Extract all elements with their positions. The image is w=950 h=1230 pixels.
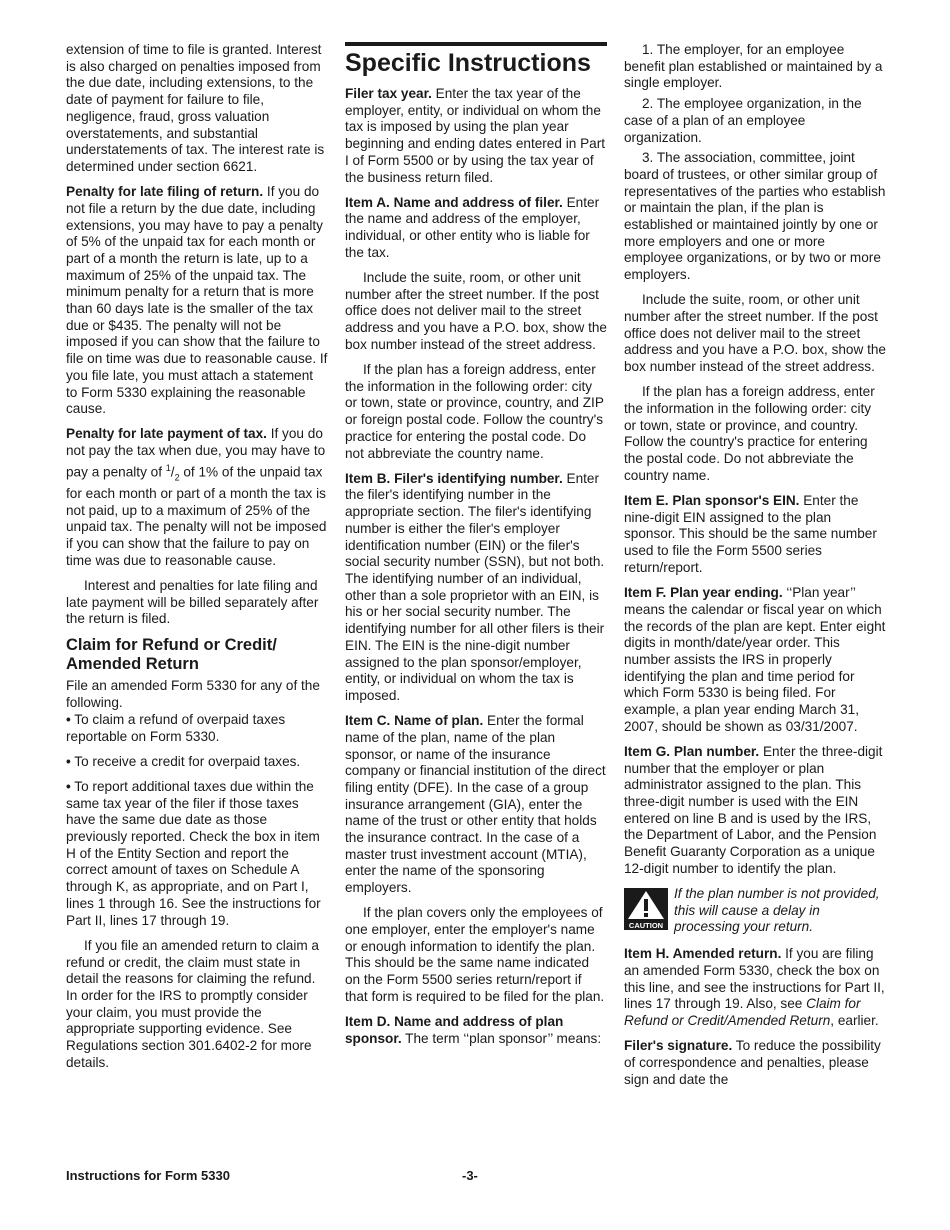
text-item-e: Enter the nine-digit EIN assigned to the plan sponsor. This should be the same number used to file the Form 5500 series return/report. xyxy=(624,493,877,575)
bullet-dot: • xyxy=(66,778,71,794)
heading-claim-refund: Claim for Refund or Credit/ Amended Return xyxy=(66,636,277,674)
caution-label: CAUTION xyxy=(628,921,664,931)
paragraph-suite: Include the suite, room, or other unit number after the street number. If the post office does not deliver mail to the street address and you have a P.O. box, show the box number instead of the street address. xyxy=(345,270,607,352)
paragraph-signature xyxy=(624,1038,886,1088)
bullet-text: To receive a credit for overpaid taxes. xyxy=(74,753,301,769)
text-item-a: Enter the name and address of the employer, individual, or other entity who is liable for the tax. xyxy=(345,194,600,260)
paragraph-filer-tax-year xyxy=(345,86,607,186)
text-late-payment-b: of 1% of the unpaid tax for each month or part of a month the tax is not paid, up to a maximum of 25% of the unpaid tax. The penalty will not be imposed if you can show that the failure to pay on time was due to reasonable cause. xyxy=(66,464,327,568)
paragraph-item-e xyxy=(624,493,886,577)
fraction-numerator: 1 xyxy=(165,462,171,473)
heading-item-g: Item G. Plan number. xyxy=(624,743,760,759)
heading-filer-tax-year: Filer tax year. xyxy=(345,86,432,101)
text-item-b: Enter the filer's identifying number in the appropriate section. The filer's identifying number is either the filer's employer identification number (EIN) or the filer's social security number (SSN), but not both. The identifying number of an individual, other than a sole proprietor with an EIN, is his or her social security number. The identifying number for all other filers is their EIN. The EIN is the nine-digit number assigned to the plan sponsor/employer, entity, or individual on whom the tax is imposed. xyxy=(345,470,605,703)
paragraph-foreign-address: If the plan has a foreign address, enter the information in the following order: city or town, state or province, country, and ZIP or foreign postal code. Follow the country's practice for entering the postal code. Do not abbreviate the country name. xyxy=(345,362,604,461)
column-right xyxy=(624,42,886,1097)
fraction-denominator: 2 xyxy=(174,472,180,483)
paragraph-interest: extension of time to file is granted. Interest is also charged on penalties imposed from the due date, including extensions, to the date of payment for failure to file, negligence, fraud, gross valuation overstatements, and substantial understatements of tax. The interest rate is determined under section 6621. xyxy=(66,42,325,174)
paragraph-suite: Include the suite, room, or other unit number after the street number. If the post office does not deliver mail to the street address and you have a P.O. box, show the box number instead of the street address. xyxy=(624,292,886,375)
page-number: -3- xyxy=(462,1168,478,1183)
heading-signature: Filer's signature. xyxy=(624,1038,733,1054)
text-late-filing: If you do not file a return by the due date, including extensions, you may have to pay a penalty of 5% of the unpaid tax for each month or part of a month the return is late, up to a maximum of 25% of the unpaid tax. The minimum penalty for a return that is more than 60 days late is the smaller of the tax due or $435. The penalty will not be imposed if you can show that the failure to file on time was due to reasonable cause. If you file late, you must attach a statement to Form 5330 explaining the reasonable cause. xyxy=(66,184,328,417)
text-filer-tax-year: Enter the tax year of the employer, entity, or individual on whom the tax is imposed by using the plan year beginning and ending dates entered in Part I of Form 5500 or by using the tax year of the business return filed. xyxy=(345,86,605,185)
heading-late-filing: Penalty for late filing of return. xyxy=(66,184,264,200)
caution-text: If the plan number is not provided, this will cause a delay in processing your return. xyxy=(674,886,880,935)
paragraph-item-a xyxy=(345,195,607,262)
bullet-text: To report additional taxes due within the same tax year of the filer if those taxes have the same due date as those previously reported. Check the box in item H of the Entity Section and report the correct amount of taxes on Schedule A through K, as appropriate, and on Part I, lines 1 through 16. See the instructions for Part II, lines 17 through 19. xyxy=(66,778,321,928)
column-left xyxy=(66,42,328,1080)
paragraph-refund-claim: If you file an amended return to claim a refund or credit, the claim must state in detail the reasons for claiming the refund. In order for the IRS to promptly consider your claim, you must provide the appropriate supporting evidence. See Regulations section 301.6402-2 for more details. xyxy=(66,937,319,1070)
paragraph-single-employer: If the plan covers only the employees of one employer, enter the employer's name or enough information to identify the plan. This should be the same name indicated on the Form 5500 series return/report if that form is required to be filed for the plan. xyxy=(345,905,605,1004)
bullet-dot: • xyxy=(66,711,71,727)
text-item-h-b: , earlier. xyxy=(830,1012,879,1028)
text-item-h-a: If you are filing an amended Form 5330, check the box on this line, and see the instructions for Part II, lines 17 through 19. Also, see xyxy=(624,946,885,1012)
heading-late-payment: Penalty for late payment of tax. xyxy=(66,426,267,442)
text-item-c: Enter the formal name of the plan, name of the plan sponsor, or name of the insurance company or financial institution of the direct filing entity (DFE). In the case of a group insurance arrangement (GIA), enter the name of the trust or other entity that holds the insurance contract. In the case of a master trust investment account (MTIA), enter the name of the sponsoring employers. xyxy=(345,713,606,896)
paragraph-item-f xyxy=(624,585,886,735)
caution-note xyxy=(624,886,886,936)
bullet-item xyxy=(66,712,328,745)
numbered-item: 3. The association, committee, joint board of trustees, or other similar group of representatives of the parties who establish or maintain the plan, if the plan is established or maintained jointly by one or more employers and one or more employee organizations, or by two or more employers. xyxy=(624,150,886,283)
text-item-h-reference: Claim for Refund or Credit/Amended Return xyxy=(624,996,861,1028)
heading-item-a: Item A. Name and address of filer. xyxy=(345,194,563,210)
heading-item-h: Item H. Amended return. xyxy=(624,946,782,962)
heading-item-c: Item C. Name of plan. xyxy=(345,713,484,729)
paragraph-late-filing xyxy=(66,184,328,418)
paragraph-item-h xyxy=(624,946,886,1030)
bullet-item xyxy=(66,754,328,771)
caution-icon xyxy=(624,888,668,930)
bullet-item xyxy=(66,779,328,929)
text-item-g: Enter the three-digit number that the employer or plan administrator assigned to the plan. This three-digit number is used with the EIN entered on line B and is used by the IRS, the Department of Labor, and the Pension Benefit Guaranty Corporation as a unique 12-digit number to identify the plan. xyxy=(624,743,883,876)
text-item-d: The term ‘‘plan sponsor’’ means: xyxy=(401,1030,602,1046)
numbered-item: 2. The employee organization, in the case of a plan of an employee organization. xyxy=(624,96,862,145)
text-item-f: ‘‘Plan year’’ means the calendar or fiscal year on which the records of the plan are kept. Enter eight digits in month/date/year order. This number assists the IRS in properly identifying the plan and time period for which Form 5330 is being filed. For example, a plan year ending March 31, 2007, should be shown as 03/31/2007. xyxy=(624,585,886,734)
column-middle xyxy=(345,42,607,1056)
numbered-item: 1. The employer, for an employee benefit plan established or maintained by a single employer. xyxy=(624,42,883,91)
paragraph-amended-intro: File an amended Form 5330 for any of the following. xyxy=(66,678,320,711)
paragraph-item-g xyxy=(624,744,886,878)
paragraph-item-c xyxy=(345,713,607,897)
heading-item-d: Item D. Name and address of plan sponsor. xyxy=(345,1014,564,1046)
bullet-text: To claim a refund of overpaid taxes reportable on Form 5330. xyxy=(66,711,286,744)
paragraph-item-d xyxy=(345,1014,607,1047)
section-title: Specific Instructions xyxy=(345,42,607,78)
footer-form-name: Instructions for Form 5330 xyxy=(66,1168,230,1183)
bullet-dot: • xyxy=(66,753,71,769)
paragraph-billing: Interest and penalties for late filing and late payment will be billed separately after the return is filed. xyxy=(66,577,319,627)
paragraph-item-b xyxy=(345,471,607,705)
paragraph-late-payment: Penalty for late payment of tax. If you do not pay the tax when due, you may have to pay a penalty of $^1/_2$ of 1% of the unpaid tax for each month or part of a month the tax is not paid, up to a maximum of 25% of the unpaid tax. The penalty will not be imposed if you can show that the failure to pay on time was due to reasonable cause. xyxy=(66,426,327,568)
text-signature: To reduce the possibility of correspondence and penalties, please sign and date the xyxy=(624,1038,881,1087)
paragraph-foreign-address: If the plan has a foreign address, enter the information in the following order: city or town, state or province, and country. Follow the country's practice for entering the postal code. Do not abbreviate the country name. xyxy=(624,384,875,483)
heading-item-e: Item E. Plan sponsor's EIN. xyxy=(624,493,800,509)
heading-item-b: Item B. Filer's identifying number. xyxy=(345,470,563,486)
text-late-payment-a: If you do not pay the tax when due, you may have to pay a penalty of xyxy=(66,426,326,480)
heading-item-f: Item F. Plan year ending. xyxy=(624,585,783,601)
